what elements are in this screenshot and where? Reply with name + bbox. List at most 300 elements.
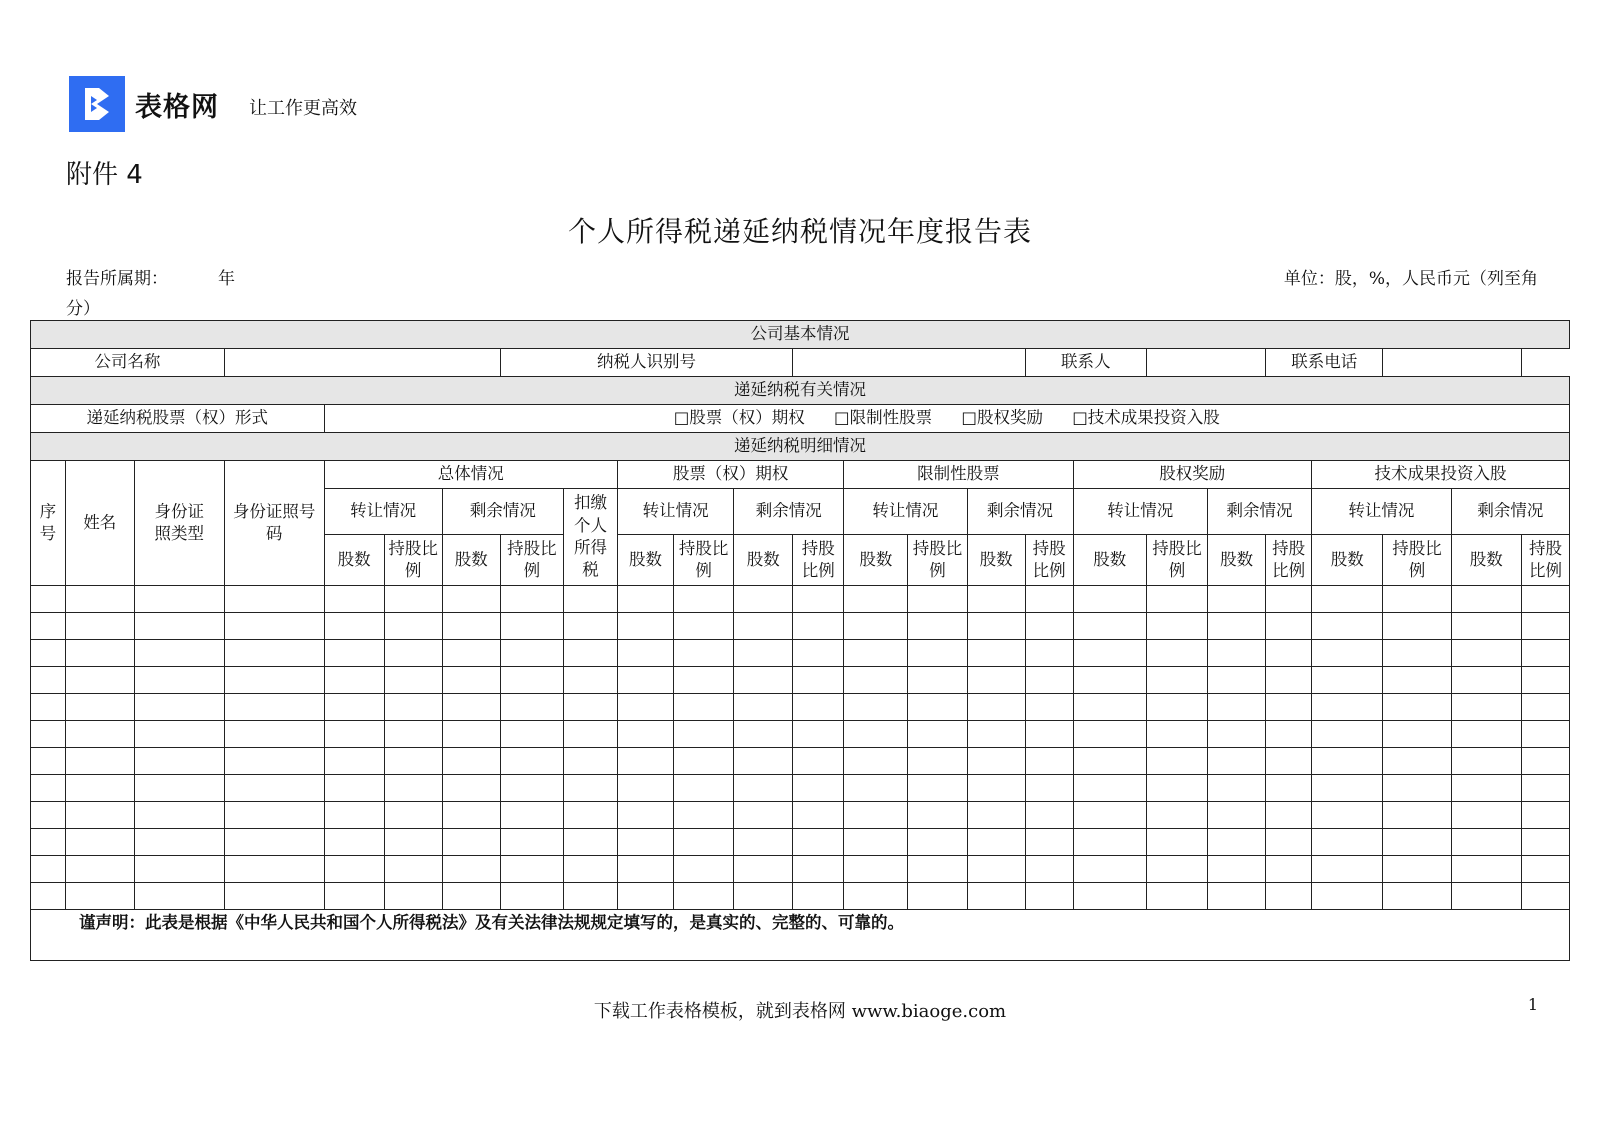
table-cell[interactable] xyxy=(618,586,674,613)
company-name-field[interactable] xyxy=(224,349,500,377)
table-cell[interactable] xyxy=(1073,586,1146,613)
table-cell[interactable] xyxy=(384,802,442,829)
option-stock-option-checkbox[interactable]: □股票（权）期权 xyxy=(673,408,805,428)
table-cell[interactable] xyxy=(1312,748,1383,775)
table-cell[interactable] xyxy=(224,883,324,910)
table-cell[interactable] xyxy=(500,586,563,613)
table-cell[interactable] xyxy=(618,775,674,802)
table-cell[interactable] xyxy=(65,775,134,802)
table-cell[interactable] xyxy=(65,640,134,667)
table-cell[interactable] xyxy=(500,694,563,721)
table-cell[interactable] xyxy=(793,667,844,694)
table-cell[interactable] xyxy=(564,829,618,856)
table-cell[interactable] xyxy=(908,640,967,667)
table-cell[interactable] xyxy=(384,856,442,883)
table-cell[interactable] xyxy=(618,640,674,667)
table-cell[interactable] xyxy=(1073,667,1146,694)
table-cell[interactable] xyxy=(324,829,384,856)
table-cell[interactable] xyxy=(793,856,844,883)
table-cell[interactable] xyxy=(31,694,66,721)
table-cell[interactable] xyxy=(1208,613,1266,640)
table-cell[interactable] xyxy=(618,694,674,721)
table-cell[interactable] xyxy=(1146,613,1207,640)
table-cell[interactable] xyxy=(734,667,793,694)
table-cell[interactable] xyxy=(734,586,793,613)
table-cell[interactable] xyxy=(1451,829,1521,856)
table-cell[interactable] xyxy=(967,856,1025,883)
table-cell[interactable] xyxy=(1383,721,1451,748)
table-cell[interactable] xyxy=(564,586,618,613)
table-cell[interactable] xyxy=(1266,613,1312,640)
table-cell[interactable] xyxy=(442,883,500,910)
table-cell[interactable] xyxy=(908,586,967,613)
table-cell[interactable] xyxy=(674,856,734,883)
table-cell[interactable] xyxy=(564,748,618,775)
table-cell[interactable] xyxy=(674,667,734,694)
table-cell[interactable] xyxy=(1521,694,1569,721)
table-cell[interactable] xyxy=(1521,748,1569,775)
table-cell[interactable] xyxy=(734,721,793,748)
table-cell[interactable] xyxy=(734,640,793,667)
table-cell[interactable] xyxy=(1383,586,1451,613)
table-cell[interactable] xyxy=(1146,721,1207,748)
table-cell[interactable] xyxy=(1025,775,1073,802)
table-cell[interactable] xyxy=(134,802,224,829)
table-cell[interactable] xyxy=(618,721,674,748)
table-cell[interactable] xyxy=(1451,802,1521,829)
option-tech-investment-checkbox[interactable]: □技术成果投资入股 xyxy=(1072,408,1220,428)
table-cell[interactable] xyxy=(31,640,66,667)
table-cell[interactable] xyxy=(442,694,500,721)
phone-field[interactable] xyxy=(1383,349,1522,377)
table-cell[interactable] xyxy=(324,856,384,883)
table-cell[interactable] xyxy=(674,829,734,856)
table-cell[interactable] xyxy=(1312,802,1383,829)
table-cell[interactable] xyxy=(564,667,618,694)
table-cell[interactable] xyxy=(1521,721,1569,748)
table-cell[interactable] xyxy=(564,613,618,640)
table-cell[interactable] xyxy=(65,802,134,829)
table-cell[interactable] xyxy=(1208,721,1266,748)
table-cell[interactable] xyxy=(324,586,384,613)
table-cell[interactable] xyxy=(500,856,563,883)
table-cell[interactable] xyxy=(1146,883,1207,910)
table-cell[interactable] xyxy=(134,775,224,802)
table-cell[interactable] xyxy=(908,883,967,910)
table-cell[interactable] xyxy=(1208,829,1266,856)
table-cell[interactable] xyxy=(384,775,442,802)
table-cell[interactable] xyxy=(1312,694,1383,721)
table-cell[interactable] xyxy=(1073,802,1146,829)
table-cell[interactable] xyxy=(1073,856,1146,883)
table-cell[interactable] xyxy=(1146,586,1207,613)
table-cell[interactable] xyxy=(1521,856,1569,883)
table-cell[interactable] xyxy=(1266,748,1312,775)
table-cell[interactable] xyxy=(908,856,967,883)
table-cell[interactable] xyxy=(793,721,844,748)
table-cell[interactable] xyxy=(324,640,384,667)
table-cell[interactable] xyxy=(1451,883,1521,910)
table-cell[interactable] xyxy=(1266,775,1312,802)
table-cell[interactable] xyxy=(674,883,734,910)
table-cell[interactable] xyxy=(908,748,967,775)
table-cell[interactable] xyxy=(500,721,563,748)
table-cell[interactable] xyxy=(134,694,224,721)
table-cell[interactable] xyxy=(1451,856,1521,883)
table-cell[interactable] xyxy=(224,829,324,856)
table-cell[interactable] xyxy=(1383,613,1451,640)
table-cell[interactable] xyxy=(1521,802,1569,829)
table-cell[interactable] xyxy=(442,721,500,748)
table-cell[interactable] xyxy=(844,883,908,910)
table-cell[interactable] xyxy=(442,856,500,883)
table-cell[interactable] xyxy=(967,667,1025,694)
table-cell[interactable] xyxy=(1266,721,1312,748)
option-equity-award-checkbox[interactable]: □股权奖励 xyxy=(961,408,1043,428)
table-cell[interactable] xyxy=(134,856,224,883)
table-cell[interactable] xyxy=(1266,640,1312,667)
table-cell[interactable] xyxy=(1312,640,1383,667)
table-cell[interactable] xyxy=(31,667,66,694)
table-cell[interactable] xyxy=(324,883,384,910)
table-cell[interactable] xyxy=(324,694,384,721)
table-cell[interactable] xyxy=(134,829,224,856)
table-cell[interactable] xyxy=(65,694,134,721)
table-cell[interactable] xyxy=(134,748,224,775)
table-cell[interactable] xyxy=(31,613,66,640)
table-cell[interactable] xyxy=(674,586,734,613)
table-cell[interactable] xyxy=(967,829,1025,856)
table-cell[interactable] xyxy=(564,802,618,829)
table-cell[interactable] xyxy=(31,829,66,856)
table-cell[interactable] xyxy=(1025,640,1073,667)
table-cell[interactable] xyxy=(134,883,224,910)
table-cell[interactable] xyxy=(734,856,793,883)
table-cell[interactable] xyxy=(1312,586,1383,613)
table-cell[interactable] xyxy=(618,883,674,910)
table-cell[interactable] xyxy=(1266,802,1312,829)
table-cell[interactable] xyxy=(618,667,674,694)
table-cell[interactable] xyxy=(734,775,793,802)
table-cell[interactable] xyxy=(793,694,844,721)
table-cell[interactable] xyxy=(1073,748,1146,775)
table-cell[interactable] xyxy=(908,694,967,721)
table-cell[interactable] xyxy=(1451,640,1521,667)
table-cell[interactable] xyxy=(564,856,618,883)
table-cell[interactable] xyxy=(442,586,500,613)
table-cell[interactable] xyxy=(500,775,563,802)
table-cell[interactable] xyxy=(1451,748,1521,775)
table-cell[interactable] xyxy=(793,802,844,829)
table-cell[interactable] xyxy=(134,640,224,667)
table-cell[interactable] xyxy=(224,775,324,802)
table-cell[interactable] xyxy=(734,802,793,829)
table-cell[interactable] xyxy=(1073,721,1146,748)
table-cell[interactable] xyxy=(224,586,324,613)
table-cell[interactable] xyxy=(967,613,1025,640)
table-cell[interactable] xyxy=(674,613,734,640)
table-cell[interactable] xyxy=(1073,775,1146,802)
table-cell[interactable] xyxy=(844,748,908,775)
table-cell[interactable] xyxy=(500,667,563,694)
table-cell[interactable] xyxy=(618,613,674,640)
table-cell[interactable] xyxy=(1073,829,1146,856)
table-cell[interactable] xyxy=(65,721,134,748)
table-cell[interactable] xyxy=(1383,748,1451,775)
table-cell[interactable] xyxy=(1312,775,1383,802)
taxpayer-id-field[interactable] xyxy=(793,349,1025,377)
table-cell[interactable] xyxy=(674,694,734,721)
table-cell[interactable] xyxy=(224,856,324,883)
table-cell[interactable] xyxy=(967,748,1025,775)
table-cell[interactable] xyxy=(1146,748,1207,775)
table-cell[interactable] xyxy=(500,613,563,640)
table-cell[interactable] xyxy=(564,694,618,721)
table-cell[interactable] xyxy=(908,667,967,694)
table-cell[interactable] xyxy=(500,748,563,775)
table-cell[interactable] xyxy=(134,586,224,613)
table-cell[interactable] xyxy=(324,802,384,829)
table-cell[interactable] xyxy=(793,613,844,640)
table-cell[interactable] xyxy=(65,613,134,640)
table-cell[interactable] xyxy=(1146,640,1207,667)
table-cell[interactable] xyxy=(31,721,66,748)
table-cell[interactable] xyxy=(844,802,908,829)
table-cell[interactable] xyxy=(224,613,324,640)
table-cell[interactable] xyxy=(134,667,224,694)
table-cell[interactable] xyxy=(793,640,844,667)
table-cell[interactable] xyxy=(1073,613,1146,640)
table-cell[interactable] xyxy=(324,748,384,775)
table-cell[interactable] xyxy=(324,775,384,802)
table-cell[interactable] xyxy=(384,694,442,721)
table-cell[interactable] xyxy=(734,694,793,721)
option-restricted-stock-checkbox[interactable]: □限制性股票 xyxy=(834,408,933,428)
table-cell[interactable] xyxy=(674,748,734,775)
table-cell[interactable] xyxy=(1208,694,1266,721)
table-cell[interactable] xyxy=(1521,829,1569,856)
table-cell[interactable] xyxy=(31,748,66,775)
table-cell[interactable] xyxy=(618,856,674,883)
table-cell[interactable] xyxy=(844,775,908,802)
table-cell[interactable] xyxy=(1521,586,1569,613)
table-cell[interactable] xyxy=(384,829,442,856)
table-cell[interactable] xyxy=(1073,694,1146,721)
table-cell[interactable] xyxy=(967,775,1025,802)
table-cell[interactable] xyxy=(1208,856,1266,883)
table-cell[interactable] xyxy=(31,802,66,829)
table-cell[interactable] xyxy=(1025,802,1073,829)
table-cell[interactable] xyxy=(793,829,844,856)
table-cell[interactable] xyxy=(1312,721,1383,748)
table-cell[interactable] xyxy=(1025,694,1073,721)
table-cell[interactable] xyxy=(674,802,734,829)
table-cell[interactable] xyxy=(224,667,324,694)
table-cell[interactable] xyxy=(564,721,618,748)
table-cell[interactable] xyxy=(324,613,384,640)
table-cell[interactable] xyxy=(1208,883,1266,910)
table-cell[interactable] xyxy=(1383,694,1451,721)
table-cell[interactable] xyxy=(384,883,442,910)
table-cell[interactable] xyxy=(674,721,734,748)
table-cell[interactable] xyxy=(65,856,134,883)
table-cell[interactable] xyxy=(442,748,500,775)
table-cell[interactable] xyxy=(1383,883,1451,910)
table-cell[interactable] xyxy=(1025,667,1073,694)
table-cell[interactable] xyxy=(844,586,908,613)
table-cell[interactable] xyxy=(1312,829,1383,856)
table-cell[interactable] xyxy=(1073,640,1146,667)
table-cell[interactable] xyxy=(1383,775,1451,802)
table-cell[interactable] xyxy=(844,694,908,721)
table-cell[interactable] xyxy=(1025,829,1073,856)
table-cell[interactable] xyxy=(1208,586,1266,613)
table-cell[interactable] xyxy=(1266,667,1312,694)
table-cell[interactable] xyxy=(65,883,134,910)
table-cell[interactable] xyxy=(1146,829,1207,856)
table-cell[interactable] xyxy=(967,586,1025,613)
table-cell[interactable] xyxy=(1383,856,1451,883)
table-cell[interactable] xyxy=(1451,613,1521,640)
table-cell[interactable] xyxy=(442,829,500,856)
table-cell[interactable] xyxy=(1451,694,1521,721)
table-cell[interactable] xyxy=(618,829,674,856)
table-cell[interactable] xyxy=(1266,883,1312,910)
table-cell[interactable] xyxy=(500,883,563,910)
table-cell[interactable] xyxy=(442,640,500,667)
table-cell[interactable] xyxy=(734,883,793,910)
table-cell[interactable] xyxy=(1266,829,1312,856)
table-cell[interactable] xyxy=(324,667,384,694)
table-cell[interactable] xyxy=(967,883,1025,910)
table-cell[interactable] xyxy=(1451,775,1521,802)
table-cell[interactable] xyxy=(1146,694,1207,721)
table-cell[interactable] xyxy=(844,721,908,748)
table-cell[interactable] xyxy=(65,748,134,775)
table-cell[interactable] xyxy=(1521,613,1569,640)
table-cell[interactable] xyxy=(908,721,967,748)
table-cell[interactable] xyxy=(793,586,844,613)
table-cell[interactable] xyxy=(564,775,618,802)
table-cell[interactable] xyxy=(1521,883,1569,910)
table-cell[interactable] xyxy=(500,640,563,667)
table-cell[interactable] xyxy=(384,586,442,613)
table-cell[interactable] xyxy=(442,667,500,694)
table-cell[interactable] xyxy=(564,640,618,667)
table-cell[interactable] xyxy=(1208,775,1266,802)
table-cell[interactable] xyxy=(967,802,1025,829)
table-cell[interactable] xyxy=(564,883,618,910)
table-cell[interactable] xyxy=(1451,667,1521,694)
table-cell[interactable] xyxy=(224,802,324,829)
table-cell[interactable] xyxy=(734,829,793,856)
table-cell[interactable] xyxy=(674,775,734,802)
table-cell[interactable] xyxy=(1383,802,1451,829)
table-cell[interactable] xyxy=(134,613,224,640)
table-cell[interactable] xyxy=(1312,613,1383,640)
table-cell[interactable] xyxy=(134,721,224,748)
table-cell[interactable] xyxy=(734,613,793,640)
table-cell[interactable] xyxy=(793,883,844,910)
table-cell[interactable] xyxy=(967,694,1025,721)
table-cell[interactable] xyxy=(1451,586,1521,613)
table-cell[interactable] xyxy=(908,802,967,829)
table-cell[interactable] xyxy=(908,829,967,856)
table-cell[interactable] xyxy=(1521,775,1569,802)
table-cell[interactable] xyxy=(844,640,908,667)
table-cell[interactable] xyxy=(908,775,967,802)
table-cell[interactable] xyxy=(384,640,442,667)
table-cell[interactable] xyxy=(1266,586,1312,613)
table-cell[interactable] xyxy=(1146,802,1207,829)
table-cell[interactable] xyxy=(1451,721,1521,748)
table-cell[interactable] xyxy=(967,721,1025,748)
table-cell[interactable] xyxy=(384,667,442,694)
table-cell[interactable] xyxy=(967,640,1025,667)
table-cell[interactable] xyxy=(442,613,500,640)
table-cell[interactable] xyxy=(384,613,442,640)
table-cell[interactable] xyxy=(1383,667,1451,694)
table-cell[interactable] xyxy=(674,640,734,667)
table-cell[interactable] xyxy=(1312,883,1383,910)
table-cell[interactable] xyxy=(844,829,908,856)
table-cell[interactable] xyxy=(1025,883,1073,910)
table-cell[interactable] xyxy=(224,694,324,721)
table-cell[interactable] xyxy=(224,748,324,775)
table-cell[interactable] xyxy=(1025,613,1073,640)
table-cell[interactable] xyxy=(324,721,384,748)
table-cell[interactable] xyxy=(31,856,66,883)
table-cell[interactable] xyxy=(1521,667,1569,694)
table-cell[interactable] xyxy=(1146,856,1207,883)
table-cell[interactable] xyxy=(31,883,66,910)
table-cell[interactable] xyxy=(442,775,500,802)
table-cell[interactable] xyxy=(65,829,134,856)
table-cell[interactable] xyxy=(618,802,674,829)
table-cell[interactable] xyxy=(500,829,563,856)
table-cell[interactable] xyxy=(1266,856,1312,883)
table-cell[interactable] xyxy=(384,748,442,775)
table-cell[interactable] xyxy=(65,586,134,613)
table-cell[interactable] xyxy=(384,721,442,748)
table-cell[interactable] xyxy=(1208,748,1266,775)
table-cell[interactable] xyxy=(1383,829,1451,856)
table-cell[interactable] xyxy=(1025,586,1073,613)
table-cell[interactable] xyxy=(500,802,563,829)
table-cell[interactable] xyxy=(1025,721,1073,748)
table-cell[interactable] xyxy=(31,775,66,802)
table-cell[interactable] xyxy=(734,748,793,775)
table-cell[interactable] xyxy=(1146,667,1207,694)
contact-field[interactable] xyxy=(1146,349,1265,377)
table-cell[interactable] xyxy=(1383,640,1451,667)
table-cell[interactable] xyxy=(1025,856,1073,883)
table-cell[interactable] xyxy=(1073,883,1146,910)
table-cell[interactable] xyxy=(1208,640,1266,667)
table-cell[interactable] xyxy=(1521,640,1569,667)
table-cell[interactable] xyxy=(844,856,908,883)
table-cell[interactable] xyxy=(31,586,66,613)
table-cell[interactable] xyxy=(1025,748,1073,775)
table-cell[interactable] xyxy=(908,613,967,640)
table-cell[interactable] xyxy=(1208,667,1266,694)
table-cell[interactable] xyxy=(844,667,908,694)
table-cell[interactable] xyxy=(793,748,844,775)
table-cell[interactable] xyxy=(793,775,844,802)
table-cell[interactable] xyxy=(844,613,908,640)
table-cell[interactable] xyxy=(618,748,674,775)
table-cell[interactable] xyxy=(65,667,134,694)
